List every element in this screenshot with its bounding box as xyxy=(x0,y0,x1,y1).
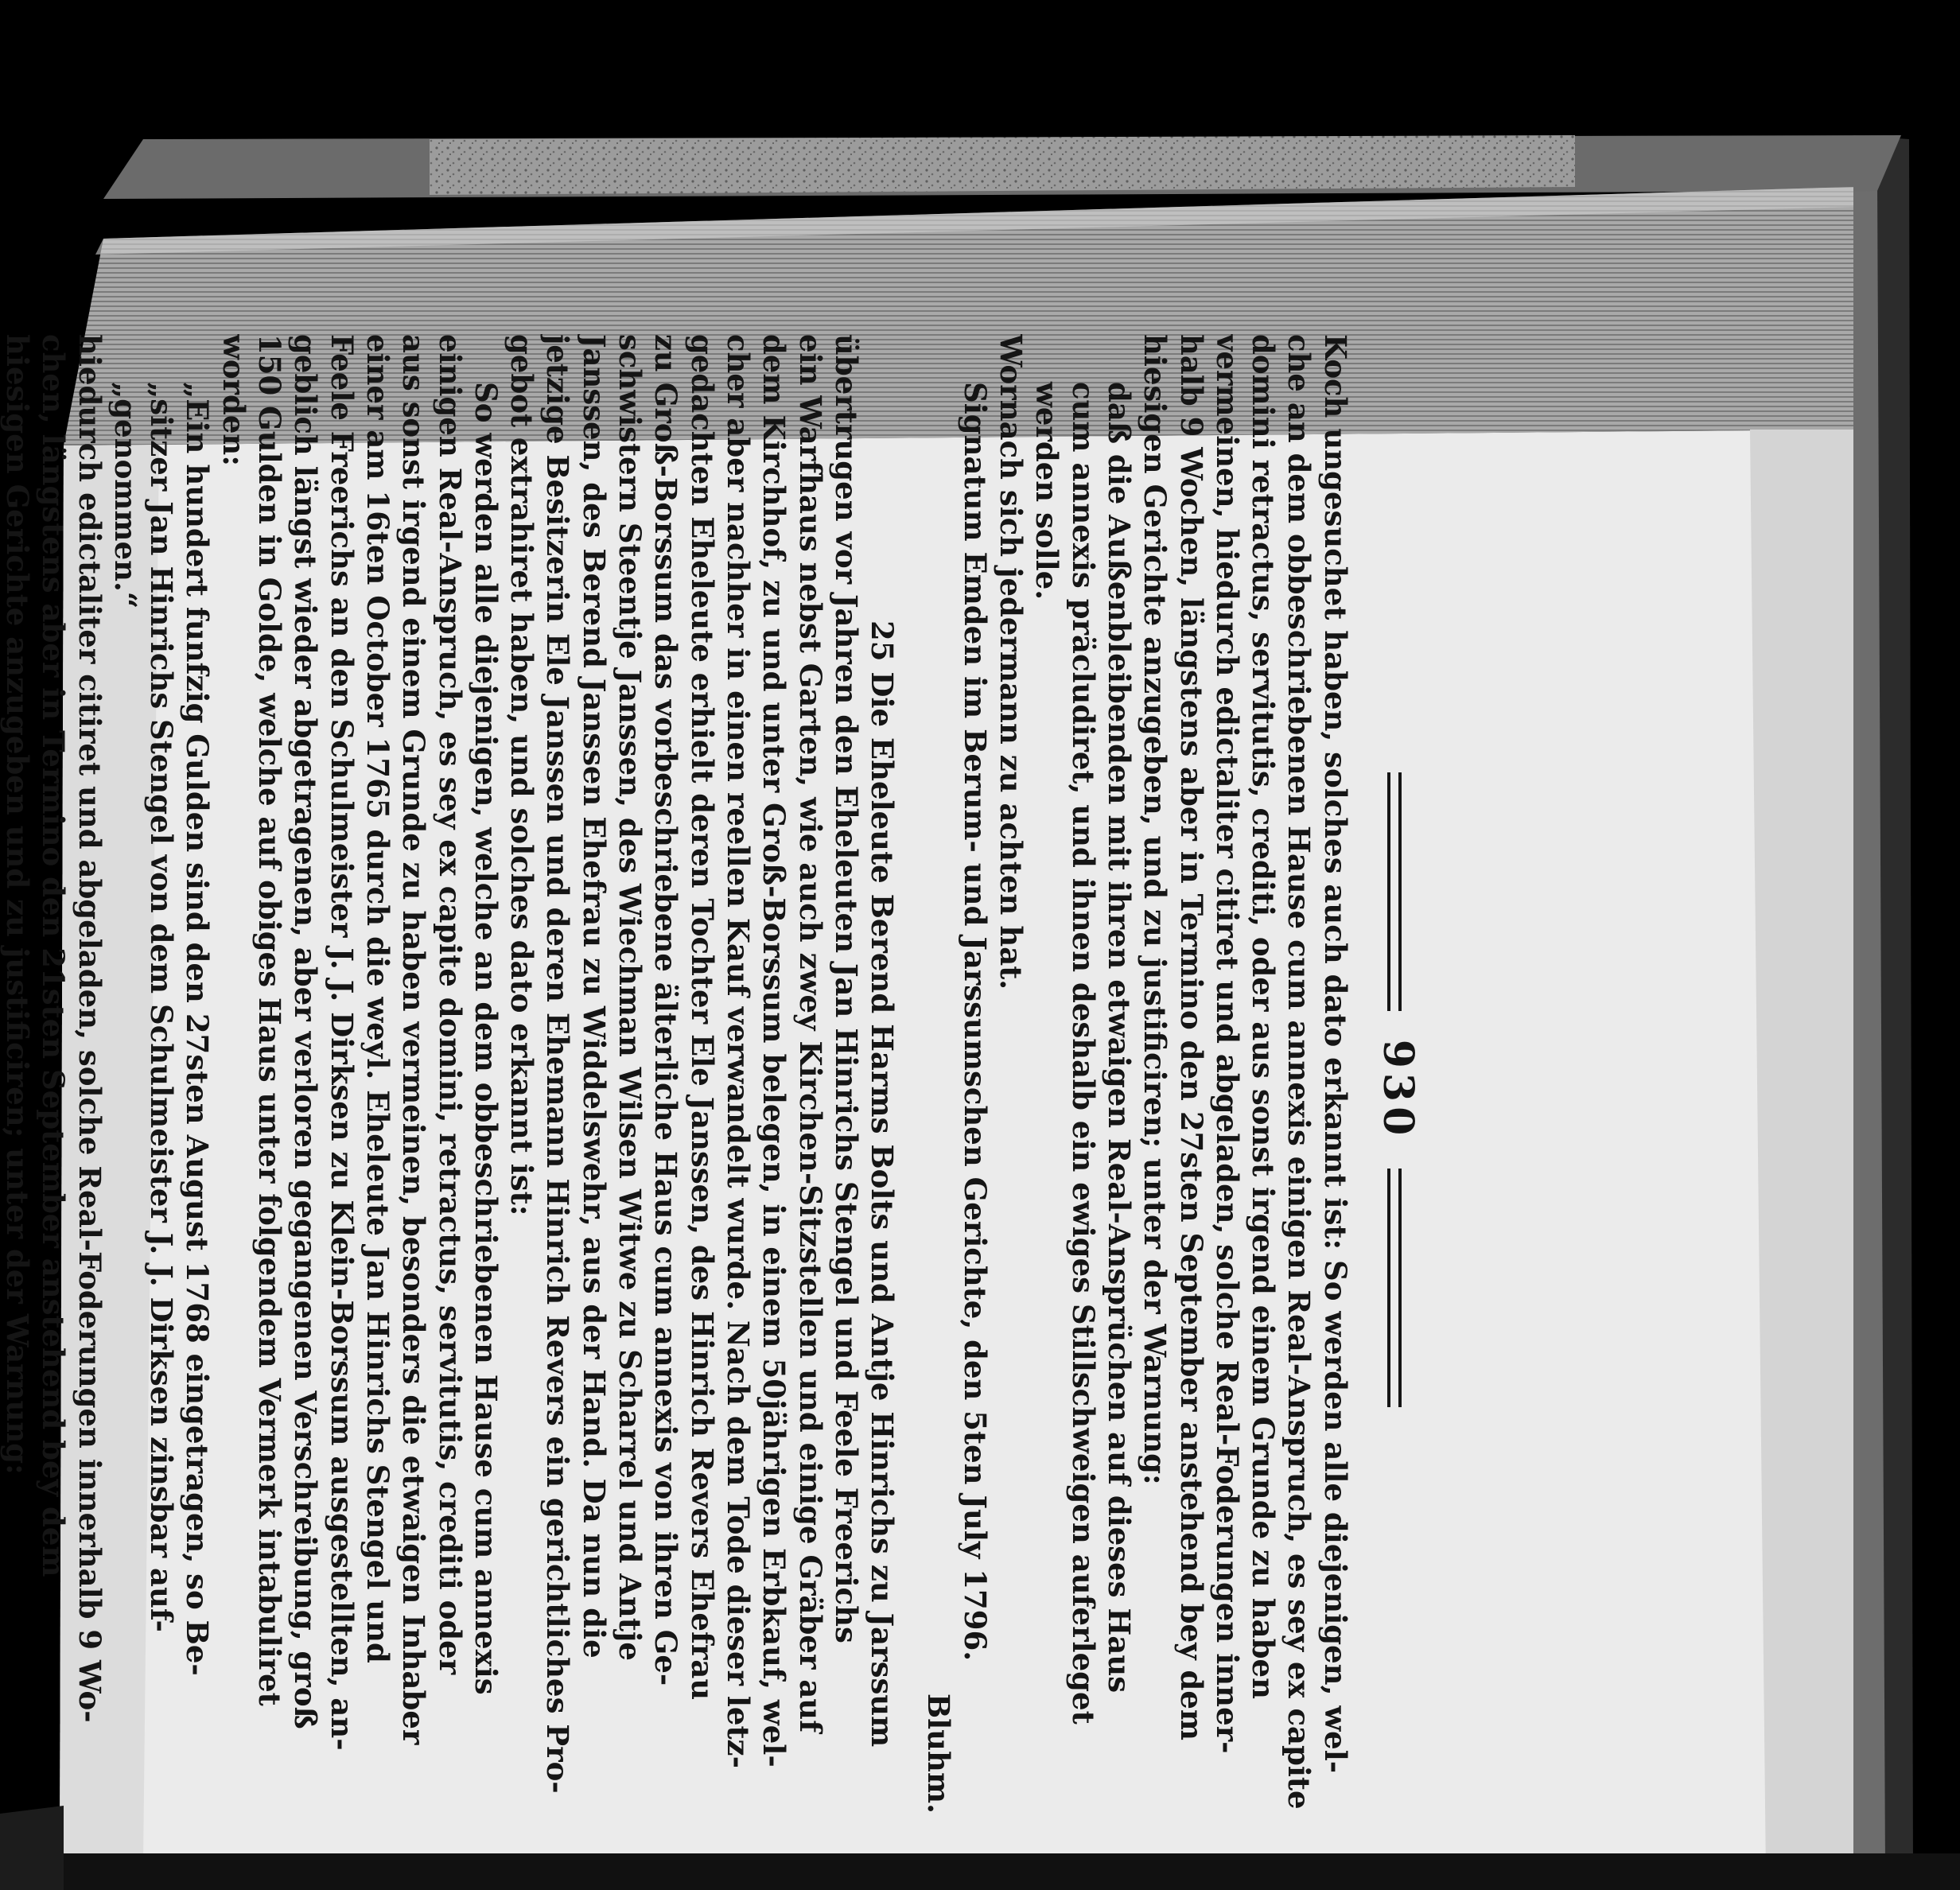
text-line: cher aber nachher in einen reellen Kauf verwandelt wurde. Nach dem Tode dieser letz- xyxy=(720,334,756,1768)
text-line: So werden alle diejenigen, welche an dem obbeschriebenen Hause cum annexis xyxy=(468,382,504,1695)
page-number-header xyxy=(1374,334,1422,1845)
text-line: 150 Gulden in Golde, welche auf obiges Haus unter folgendem Vermerk intabuliret xyxy=(252,334,288,1706)
rotated-page-text xyxy=(0,334,1422,1845)
text-line: werden solle. xyxy=(1029,382,1065,601)
quote-line: „sitzer Jan Hinrichs Stengel von dem Schulmeister J. J. Dirksen zinsbar auf- xyxy=(144,382,180,1632)
text-line: daß die Außenbleibenden mit ihren etwaigen Real-Ansprüchen auf dieses Haus xyxy=(1101,382,1137,1694)
text-line: hiedurch edictaliter citiret und abgeladen, solche Real-Foderungen innerhalb 9 Wo- xyxy=(72,334,107,1723)
text-line: hiesigen Gerichte anzugeben und zu justificiren; unter der Warnung: xyxy=(0,334,36,1475)
page-number: 930 xyxy=(1374,1039,1422,1141)
text-line: Wornach sich jedermann zu achten hat. xyxy=(994,334,1029,990)
text-line: domini retractus, servitutis, crediti, oder aus sonst irgend einem Grunde zu haben xyxy=(1246,334,1281,1699)
text-line: gebot extrahiret haben, und solches dato erkannt ist: xyxy=(504,334,540,1216)
quote-line: „Ein hundert funfzig Gulden sind den 27sten August 1768 eingetragen, so Be- xyxy=(180,382,216,1676)
text-line: Koch ungesuchet haben, solches auch dato erkannt ist: So werden alle diejenigen, wel- xyxy=(1317,334,1353,1774)
speckled-edge xyxy=(430,135,1575,195)
text-line: Feele Freerichs an den Schulmeister J. J. Dirksen zu Klein-Borssum ausgestellten, an- xyxy=(324,334,360,1751)
signature-line: Signatum Emden im Berum- und Jarssumschen Gerichte, den 5ten July 1796. xyxy=(957,382,993,1662)
text-line: hiesigen Gerichte anzugeben, und zu justificiren; unter der Warnung: xyxy=(1138,334,1173,1485)
text-line: jetzige Besitzerin Ele Janssen und deren Ehemann Hinrich Revers ein gerichtliches Pro- xyxy=(540,334,576,1794)
header-rule-right xyxy=(1388,1169,1402,1407)
text-line: aus sonst irgend einem Grunde zu haben vermeinen, besonders die etwaigen Inhaber xyxy=(396,334,432,1745)
text-line: geblich längst wieder abgetragenen, aber verloren gegangenen Verschreibung, groß xyxy=(288,334,324,1729)
text-line: einer am 16ten October 1765 durch die weyl. Eheleute Jan Hinrichs Stengel und xyxy=(360,334,395,1663)
text-line: chen, längstens aber in Termino den 21sten September anstehend bey dem xyxy=(36,334,72,1577)
text-line: Janssen, des Berend Janssen Ehefrau zu Widdelswehr, aus der Hand. Da nun die xyxy=(576,334,612,1659)
text-line: halb 9 Wochen, längstens aber in Termino den 27sten September anstehend bey dem xyxy=(1173,334,1209,1741)
text-line: übertrugen vor Jahren den Eheleuten Jan Hinrichs Stengel und Feele Freerichs xyxy=(828,334,864,1643)
text-line: dem Kirchhof, zu und unter Groß-Borssum belegen, in einem 50jährigen Erbkauf, wel- xyxy=(756,334,792,1768)
signatory-name: Bluhm. xyxy=(921,1693,957,1814)
quote-line: „genommen.“ xyxy=(107,382,143,609)
text-line: vermeinen, hiedurch edictaliter citiret und abgeladen, solche Real-Foderungen inner- xyxy=(1209,334,1245,1754)
text-line: ein Warfhaus nebst Garten, wie auch zwey Kirchen-Sitzstellen und einige Gräber auf xyxy=(792,334,828,1733)
text-line: schwistern Steentje Janssen, des Wiechman Wilsen Witwe zu Scharrel und Antje xyxy=(612,334,648,1661)
text-line: gedachten Eheleute erhielt deren Tochter Ele Janssen, des Hinrich Revers Ehefrau xyxy=(684,334,720,1701)
text-line: einigen Real-Anspruch, es sey ex capite domini, retractus, servitutis, crediti oder xyxy=(432,334,468,1675)
header-rule-left xyxy=(1388,772,1402,1011)
text-line: cum annexis präcludiret, und ihnen deshalb ein ewiges Stillschweigen auferleget xyxy=(1065,382,1101,1725)
entry-number-line: 25 Die Eheleute Berend Harms Bolts und Antje Hinrichs zu Jarssum xyxy=(865,620,900,1748)
text-line: zu Groß-Borssum das vorbeschriebene älterliche Haus cum annexis von ihren Ge- xyxy=(648,334,684,1686)
text-line: worden: xyxy=(216,334,251,466)
text-line: che an dem obbeschriebenen Hause cum annexis einigen Real-Anspruch, es sey ex capite xyxy=(1281,334,1317,1810)
